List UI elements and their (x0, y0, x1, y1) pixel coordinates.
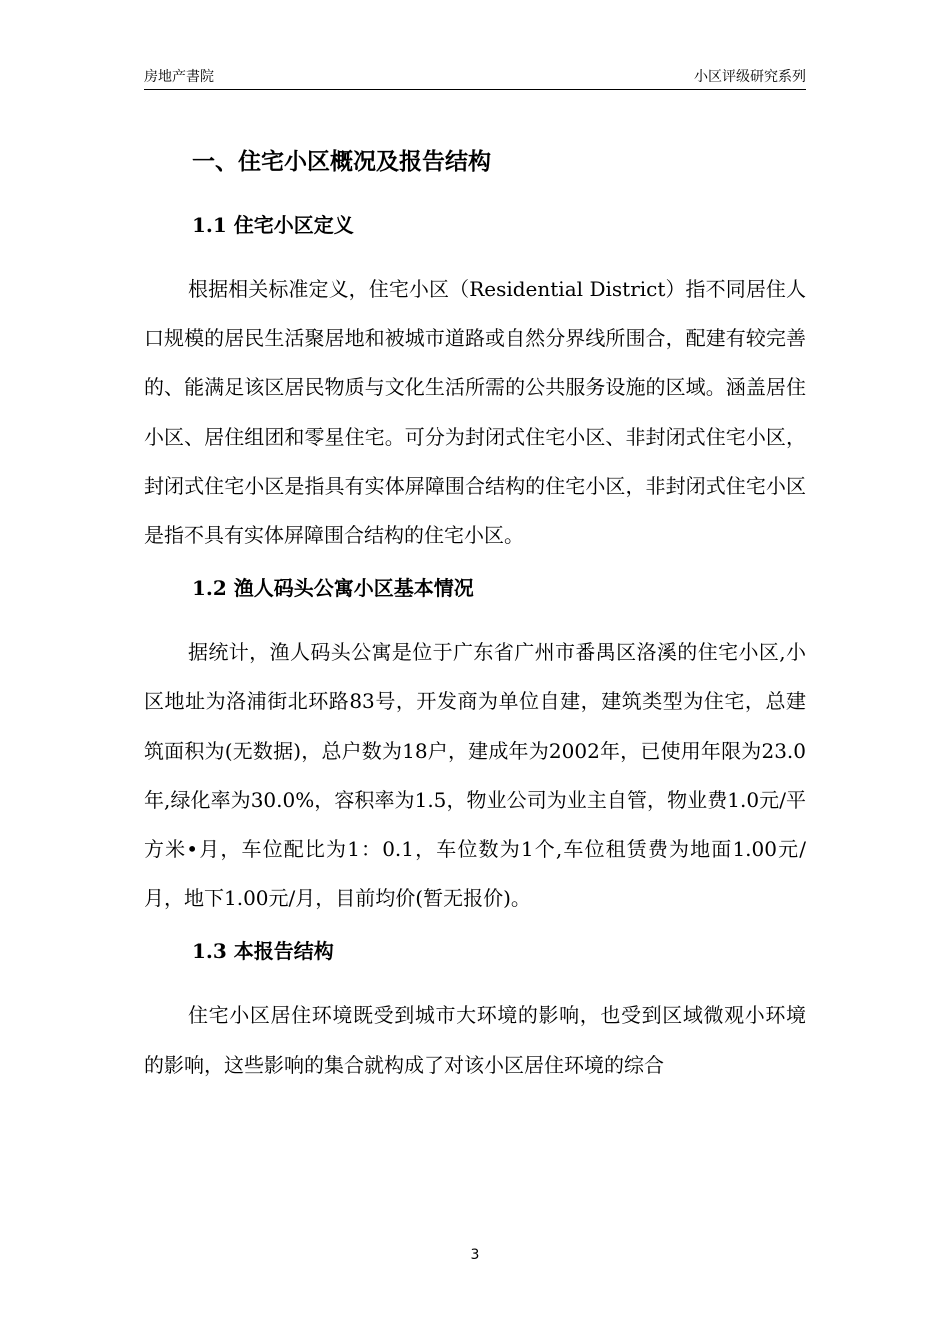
header-divider (144, 89, 806, 90)
subsection-title-basic-info: 1.2 渔人码头公寓小区基本情况 (192, 576, 474, 601)
document-body (144, 140, 806, 1090)
section-title: 一、住宅小区概况及报告结构 (192, 148, 491, 175)
header-series: 小区评级研究系列 (694, 69, 806, 85)
page-number: 3 (470, 1247, 480, 1263)
paragraph-report-structure: 住宅小区居住环境既受到城市大环境的影响，也受到区域微观小环境的影响，这些影响的集合就构成了对该小区居住环境的综合 (144, 1003, 806, 1077)
subsection-title-definition: 1.1 住宅小区定义 (192, 213, 354, 237)
subsection-title-report-structure: 1.3 本报告结构 (192, 939, 334, 964)
paragraph-basic-info: 据统计，渔人码头公寓是位于广东省广州市番禺区洛溪的住宅小区,小区地址为洛浦街北环路83号，开发商为单位自建，建筑类型为住宅，总建筑面积为(无数据)，总户数为18户，建成年为2002年，已使用年限为23.0年,绿化率为30.0%，容积率为1.5，物业公司为业主自管，物业费1.0元/平方米•月，车位配比为1：0.1，车位数为1个,车位租赁费为地面1.00元/月，地下1.00元/月，目前均价(暂无报价)。 (144, 640, 806, 911)
header-publisher: 房地产書院 (144, 69, 214, 85)
paragraph-definition: 根据相关标准定义，住宅小区（Residential District）指不同居住人口规模的居民生活聚居地和被城市道路或自然分界线所围合，配建有较完善的、能满足该区居民物质与文化生活所需的公共服务设施的区域。涵盖居住小区、居住组团和零星住宅。可分为封闭式住宅小区、非封闭式住宅小区，封闭式住宅小区是指具有实体屏障围合结构的住宅小区，非封闭式住宅小区是指不具有实体屏障围合结构的住宅小区。 (144, 277, 806, 548)
